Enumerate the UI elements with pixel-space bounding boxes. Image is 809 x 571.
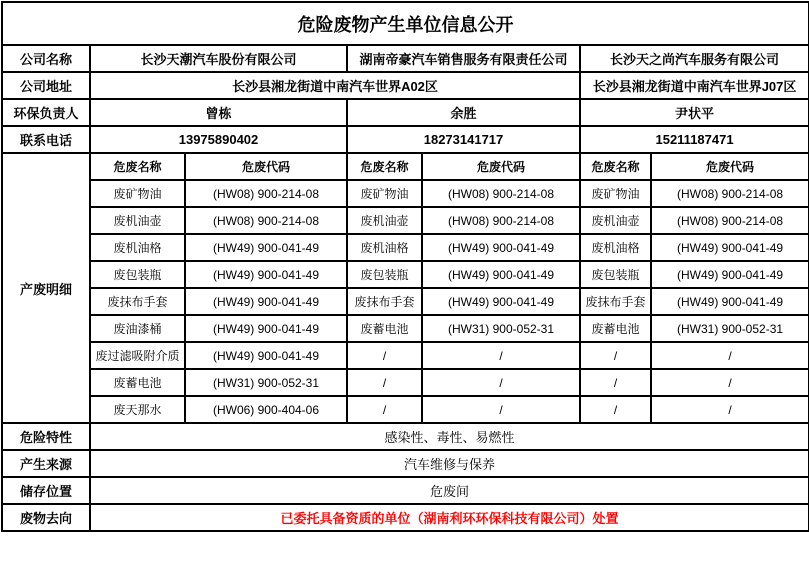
- waste-name-cell: /: [580, 342, 651, 369]
- waste-row: [2, 396, 809, 423]
- waste-name-cell: /: [347, 396, 422, 423]
- waste-code-cell: (HW08) 900-214-08: [422, 180, 580, 207]
- storage-value: 危废间: [90, 477, 809, 504]
- company-3-address: 长沙县湘龙街道中南汽车世界J07区: [580, 72, 809, 99]
- company-1-manager: 曾栋: [90, 99, 347, 126]
- waste-name-cell: /: [580, 396, 651, 423]
- waste-name-cell: 废矿物油: [347, 180, 422, 207]
- waste-code-header-c3: 危废代码: [651, 153, 809, 180]
- env-manager-label: 环保负责人: [2, 99, 90, 126]
- waste-code-cell: /: [422, 369, 580, 396]
- waste-name-cell: 废包装瓶: [347, 261, 422, 288]
- waste-name-cell: /: [347, 369, 422, 396]
- waste-row: [2, 180, 809, 207]
- env-manager-row: [2, 99, 809, 126]
- waste-code-cell: (HW49) 900-041-49: [651, 234, 809, 261]
- company-3-phone: 15211187471: [580, 126, 809, 153]
- waste-name-header-c3: 危废名称: [580, 153, 651, 180]
- destination-row: [2, 504, 809, 531]
- waste-code-cell: (HW08) 900-214-08: [651, 207, 809, 234]
- waste-code-cell: (HW31) 900-052-31: [185, 369, 347, 396]
- company-3-name: 长沙天之尚汽车服务有限公司: [580, 45, 809, 72]
- waste-name-cell: 废矿物油: [580, 180, 651, 207]
- waste-name-cell: /: [347, 342, 422, 369]
- company-2-manager: 余胜: [347, 99, 580, 126]
- waste-code-cell: /: [422, 342, 580, 369]
- waste-name-cell: 废蓄电池: [90, 369, 185, 396]
- destination-label: 废物去向: [2, 504, 90, 531]
- waste-code-cell: (HW49) 900-041-49: [185, 342, 347, 369]
- phone-row: [2, 126, 809, 153]
- company-address-label: 公司地址: [2, 72, 90, 99]
- company-address-row: [2, 72, 809, 99]
- waste-code-cell: (HW31) 900-052-31: [651, 315, 809, 342]
- waste-code-cell: (HW49) 900-041-49: [651, 261, 809, 288]
- waste-row: [2, 261, 809, 288]
- waste-detail-label: 产废明细: [2, 153, 90, 423]
- waste-name-cell: 废机油壶: [347, 207, 422, 234]
- waste-name-cell: 废油漆桶: [90, 315, 185, 342]
- waste-code-cell: (HW49) 900-041-49: [422, 234, 580, 261]
- company-1-name: 长沙天潮汽车股份有限公司: [90, 45, 347, 72]
- waste-code-cell: (HW08) 900-214-08: [651, 180, 809, 207]
- waste-row: [2, 315, 809, 342]
- waste-name-header-c2: 危废名称: [347, 153, 422, 180]
- source-label: 产生来源: [2, 450, 90, 477]
- waste-name-cell: 废包装瓶: [90, 261, 185, 288]
- waste-code-cell: (HW49) 900-041-49: [185, 261, 347, 288]
- waste-row: [2, 234, 809, 261]
- waste-code-cell: /: [651, 369, 809, 396]
- company-1-phone: 13975890402: [90, 126, 347, 153]
- waste-name-cell: 废天那水: [90, 396, 185, 423]
- source-row: [2, 450, 809, 477]
- storage-label: 储存位置: [2, 477, 90, 504]
- waste-row: [2, 369, 809, 396]
- waste-code-header-c2: 危废代码: [422, 153, 580, 180]
- waste-name-header-c1: 危废名称: [90, 153, 185, 180]
- waste-code-cell: /: [651, 396, 809, 423]
- hazardous-waste-disclosure-table: [1, 1, 809, 532]
- storage-row: [2, 477, 809, 504]
- waste-code-cell: /: [651, 342, 809, 369]
- waste-name-cell: 废机油格: [580, 234, 651, 261]
- waste-code-header-c1: 危废代码: [185, 153, 347, 180]
- hazard-traits-row: [2, 423, 809, 450]
- waste-row: [2, 342, 809, 369]
- hazard-traits-label: 危险特性: [2, 423, 90, 450]
- waste-name-cell: 废机油壶: [90, 207, 185, 234]
- company-2-name: 湖南帝豪汽车销售服务有限责任公司: [347, 45, 580, 72]
- company-2-phone: 18273141717: [347, 126, 580, 153]
- waste-name-cell: 废蓄电池: [347, 315, 422, 342]
- waste-row: [2, 288, 809, 315]
- waste-name-cell: 废抹布手套: [347, 288, 422, 315]
- waste-code-cell: (HW31) 900-052-31: [422, 315, 580, 342]
- waste-name-cell: 废矿物油: [90, 180, 185, 207]
- waste-name-cell: 废抹布手套: [580, 288, 651, 315]
- title-row: [2, 2, 809, 45]
- hazard-traits-value: 感染性、毒性、易燃性: [90, 423, 809, 450]
- waste-code-cell: (HW08) 900-214-08: [185, 207, 347, 234]
- waste-name-cell: /: [580, 369, 651, 396]
- waste-name-cell: 废过滤吸附介质: [90, 342, 185, 369]
- waste-code-cell: (HW08) 900-214-08: [422, 207, 580, 234]
- waste-code-cell: /: [422, 396, 580, 423]
- company-1-2-address: 长沙县湘龙街道中南汽车世界A02区: [90, 72, 580, 99]
- waste-code-cell: (HW49) 900-041-49: [422, 261, 580, 288]
- waste-code-cell: (HW49) 900-041-49: [185, 234, 347, 261]
- destination-value: 已委托具备资质的单位（湖南利环环保科技有限公司）处置: [90, 504, 809, 531]
- company-3-manager: 尹状平: [580, 99, 809, 126]
- waste-name-cell: 废抹布手套: [90, 288, 185, 315]
- phone-label: 联系电话: [2, 126, 90, 153]
- source-value: 汽车维修与保养: [90, 450, 809, 477]
- company-name-label: 公司名称: [2, 45, 90, 72]
- waste-code-cell: (HW49) 900-041-49: [422, 288, 580, 315]
- waste-header-row: [2, 153, 809, 180]
- waste-code-cell: (HW49) 900-041-49: [651, 288, 809, 315]
- waste-name-cell: 废机油壶: [580, 207, 651, 234]
- waste-name-cell: 废蓄电池: [580, 315, 651, 342]
- waste-code-cell: (HW06) 900-404-06: [185, 396, 347, 423]
- waste-code-cell: (HW08) 900-214-08: [185, 180, 347, 207]
- waste-name-cell: 废机油格: [90, 234, 185, 261]
- waste-row: [2, 207, 809, 234]
- page-title: 危险废物产生单位信息公开: [2, 2, 809, 45]
- waste-code-cell: (HW49) 900-041-49: [185, 315, 347, 342]
- company-name-row: [2, 45, 809, 72]
- waste-name-cell: 废机油格: [347, 234, 422, 261]
- waste-name-cell: 废包装瓶: [580, 261, 651, 288]
- waste-code-cell: (HW49) 900-041-49: [185, 288, 347, 315]
